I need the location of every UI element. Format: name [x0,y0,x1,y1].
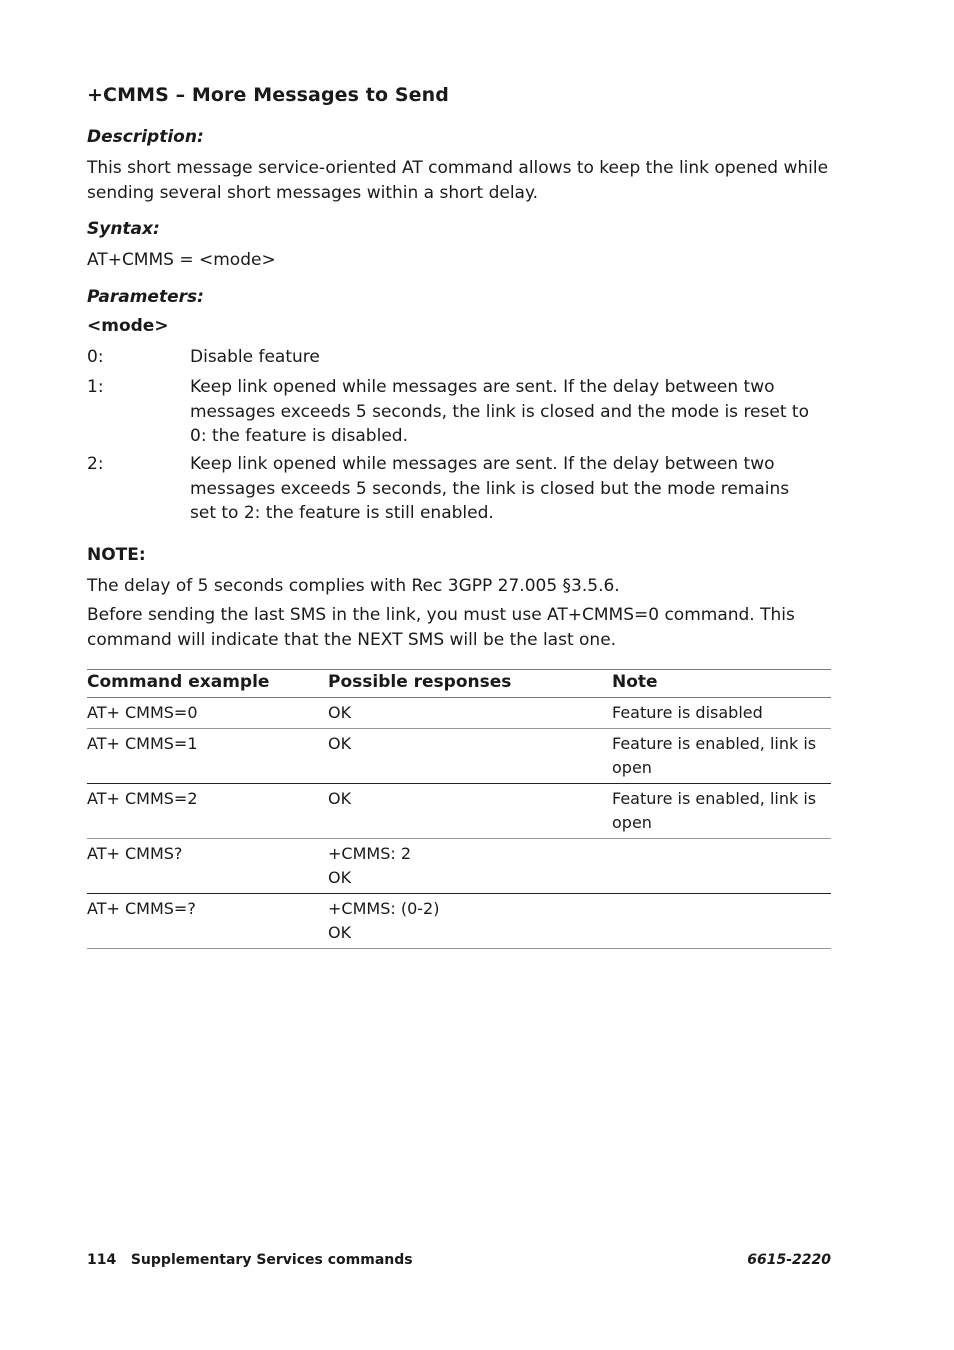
footer-doc-number: 6615-2220 [747,1252,831,1268]
note-cell: Feature is disabled [612,698,831,729]
note-cell: Feature is enabled, link is open [612,728,831,783]
syntax-text: AT+CMMS = <mode> [87,250,276,270]
command-cell: AT+ CMMS=1 [87,728,328,783]
syntax-heading: Syntax: [87,219,160,239]
table-row [87,838,831,893]
note-cell [612,893,831,948]
command-cell: AT+ CMMS=0 [87,698,328,729]
parameters-heading: Parameters: [87,287,204,307]
parameter-name: <mode> [87,316,169,336]
description-heading: Description: [87,127,204,147]
section-title: +CMMS – More Messages to Send [87,84,449,106]
response-cell: OK [328,698,612,729]
command-cell: AT+ CMMS=2 [87,783,328,838]
parameter-value: Disable feature [190,347,320,367]
response-line: +CMMS: (0-2) [328,898,440,918]
response-line: OK [328,868,352,887]
command-table [87,669,831,949]
note-cell: Feature is enabled, link is open [612,783,831,838]
footer-page-section: 114 Supplementary Services commands [87,1252,413,1268]
parameter-key: 0: [87,347,104,367]
description-text: This short message service-oriented AT command allows to keep the link opened while sending several short messages within a short delay. [87,158,829,203]
response-cell [328,893,612,948]
response-cell: OK [328,728,612,783]
note-heading: NOTE: [87,545,146,565]
response-line: +CMMS: 2 [328,843,411,863]
table-row [87,728,831,783]
note-paragraph: Before sending the last SMS in the link, you must use AT+CMMS=0 command. This command will indicate that the NEXT SMS will be the last one. [87,605,795,650]
response-line: OK [328,923,352,942]
parameter-key: 1: [87,377,104,397]
response-cell: OK [328,783,612,838]
table-row [87,783,831,838]
column-header: Command example [87,670,328,698]
note-paragraph: The delay of 5 seconds complies with Rec 3GPP 27.005 §3.5.6. [87,576,620,596]
command-cell: AT+ CMMS=? [87,893,328,948]
command-cell: AT+ CMMS? [87,838,328,893]
column-header: Note [612,670,831,698]
parameter-key: 2: [87,454,104,474]
column-header: Possible responses [328,670,612,698]
parameter-value: Keep link opened while messages are sent. If the delay between two messages exceeds 5 seconds, the link is closed but the mode remains set to 2: the feature is still enabled. [190,454,790,523]
note-cell [612,838,831,893]
response-cell [328,838,612,893]
table-row [87,893,831,948]
table-header-row [87,670,831,698]
parameter-value: Keep link opened while messages are sent. If the delay between two messages exceeds 5 seconds, the link is closed and the mode is reset to 0: the feature is disabled. [190,377,809,446]
table-row [87,698,831,729]
